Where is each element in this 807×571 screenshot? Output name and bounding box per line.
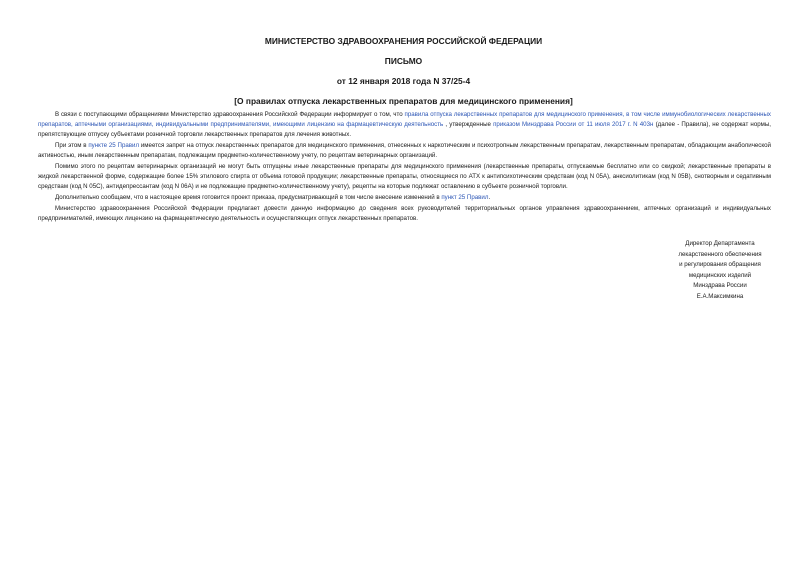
order-link[interactable]: приказом Минздрава России от 11 июля 2017 г. N 403н bbox=[493, 120, 654, 128]
signature-line: и регулирования обращения bbox=[679, 261, 761, 268]
paragraph-text: , утвержденные bbox=[443, 120, 494, 128]
rule-25-link[interactable]: пункт 25 Правил bbox=[441, 193, 489, 201]
paragraph-4 bbox=[38, 193, 771, 203]
signature-line: лекарственного обеспечения bbox=[678, 250, 762, 258]
signature-line: Минздрава России bbox=[693, 282, 747, 289]
signature-line: медицинских изделий bbox=[688, 271, 752, 279]
signature-line: Директор Департамента bbox=[685, 240, 755, 247]
paragraph-2 bbox=[38, 141, 771, 161]
paragraph-text: В связи с поступающими обращениями Министерство здравоохранения Российской Федерации информирует о том, что bbox=[55, 111, 405, 118]
rules-link[interactable]: правила отпуска лекарственных препаратов для медицинского применения, в том числе иммунобиологических лекарственных препаратов, аптечными организациями, индивидуальными предпринимателями, имеющими лицензию на фармацевтическую деятельность bbox=[38, 111, 772, 128]
ministry-heading: МИНИСТЕРСТВО ЗДРАВООХРАНЕНИЯ РОССИЙСКОЙ ФЕДЕРАЦИИ bbox=[264, 36, 543, 46]
signature-block bbox=[640, 239, 800, 302]
paragraph-text: Дополнительно сообщаем, что в настоящее время готовится проект приказа, предусматривающий в том числе внесение изменений в bbox=[55, 193, 442, 201]
paragraph-text: . bbox=[488, 193, 491, 201]
paragraph-text: (далее - Правила), не содержат нормы, препятствующие отпуску субъектами розничной торговли лекарственных препаратов для лечения животных. bbox=[38, 120, 771, 138]
paragraph-3 bbox=[38, 162, 771, 192]
paragraph-text: имеется запрет на отпуск лекарственных препаратов для медицинского применения, отнесенных к наркотическим и психотропным лекарственным препаратам, лекарственным препаратам, обладающим анаболической активностью, иным лекарственным препаратам, подлежащим предметно-количественному учету, по рецептам ветеринарных организаций. bbox=[38, 141, 771, 159]
paragraph-text: При этом в bbox=[55, 141, 89, 149]
paragraph-text: Помимо этого по рецептам ветеринарных организаций не могут быть отпущены иные лекарственные препараты для медицинского применения (лекарственные препараты, отпускаемые бесплатно или со скидкой; лекарственные препараты в жидкой лекарственной форме, содержащие более 15% этилового спирта от объема готовой продукции; лекарственные препараты, относящиеся по АТХ к антипсихотическим средствам (код N 05A), анксиолитикам (код N 05B), снотворным и седативным средствам (код N 05C), антидепрессантам (код N 06A) и не подлежащие предметно-количественному учету), рецепты на которые подлежат оставлению в субъекте розничной торговли. bbox=[38, 162, 771, 190]
signatory-name: Е.А.Максимкина bbox=[696, 292, 744, 300]
document-date-number: от 12 января 2018 года N 37/25-4 bbox=[336, 76, 471, 86]
paragraph-text: Министерство здравоохранения Российской Федерации предлагает довести данную информацию до сведения всех руководителей территориальных органов управления здравоохранением, аптечных организаций и индивидуальных предпринимателей, имеющих лицензию на фармацевтическую деятельность и осуществляющих отпуск лекарственных препаратов. bbox=[38, 204, 771, 222]
letter-body bbox=[38, 110, 771, 225]
document-subject: [О правилах отпуска лекарственных препаратов для медицинского применения] bbox=[234, 96, 573, 106]
paragraph-5 bbox=[38, 204, 771, 224]
rule-25-link[interactable]: пункте 25 Правил bbox=[88, 141, 140, 149]
paragraph-1 bbox=[38, 110, 771, 140]
document-type: ПИСЬМО bbox=[384, 56, 423, 66]
